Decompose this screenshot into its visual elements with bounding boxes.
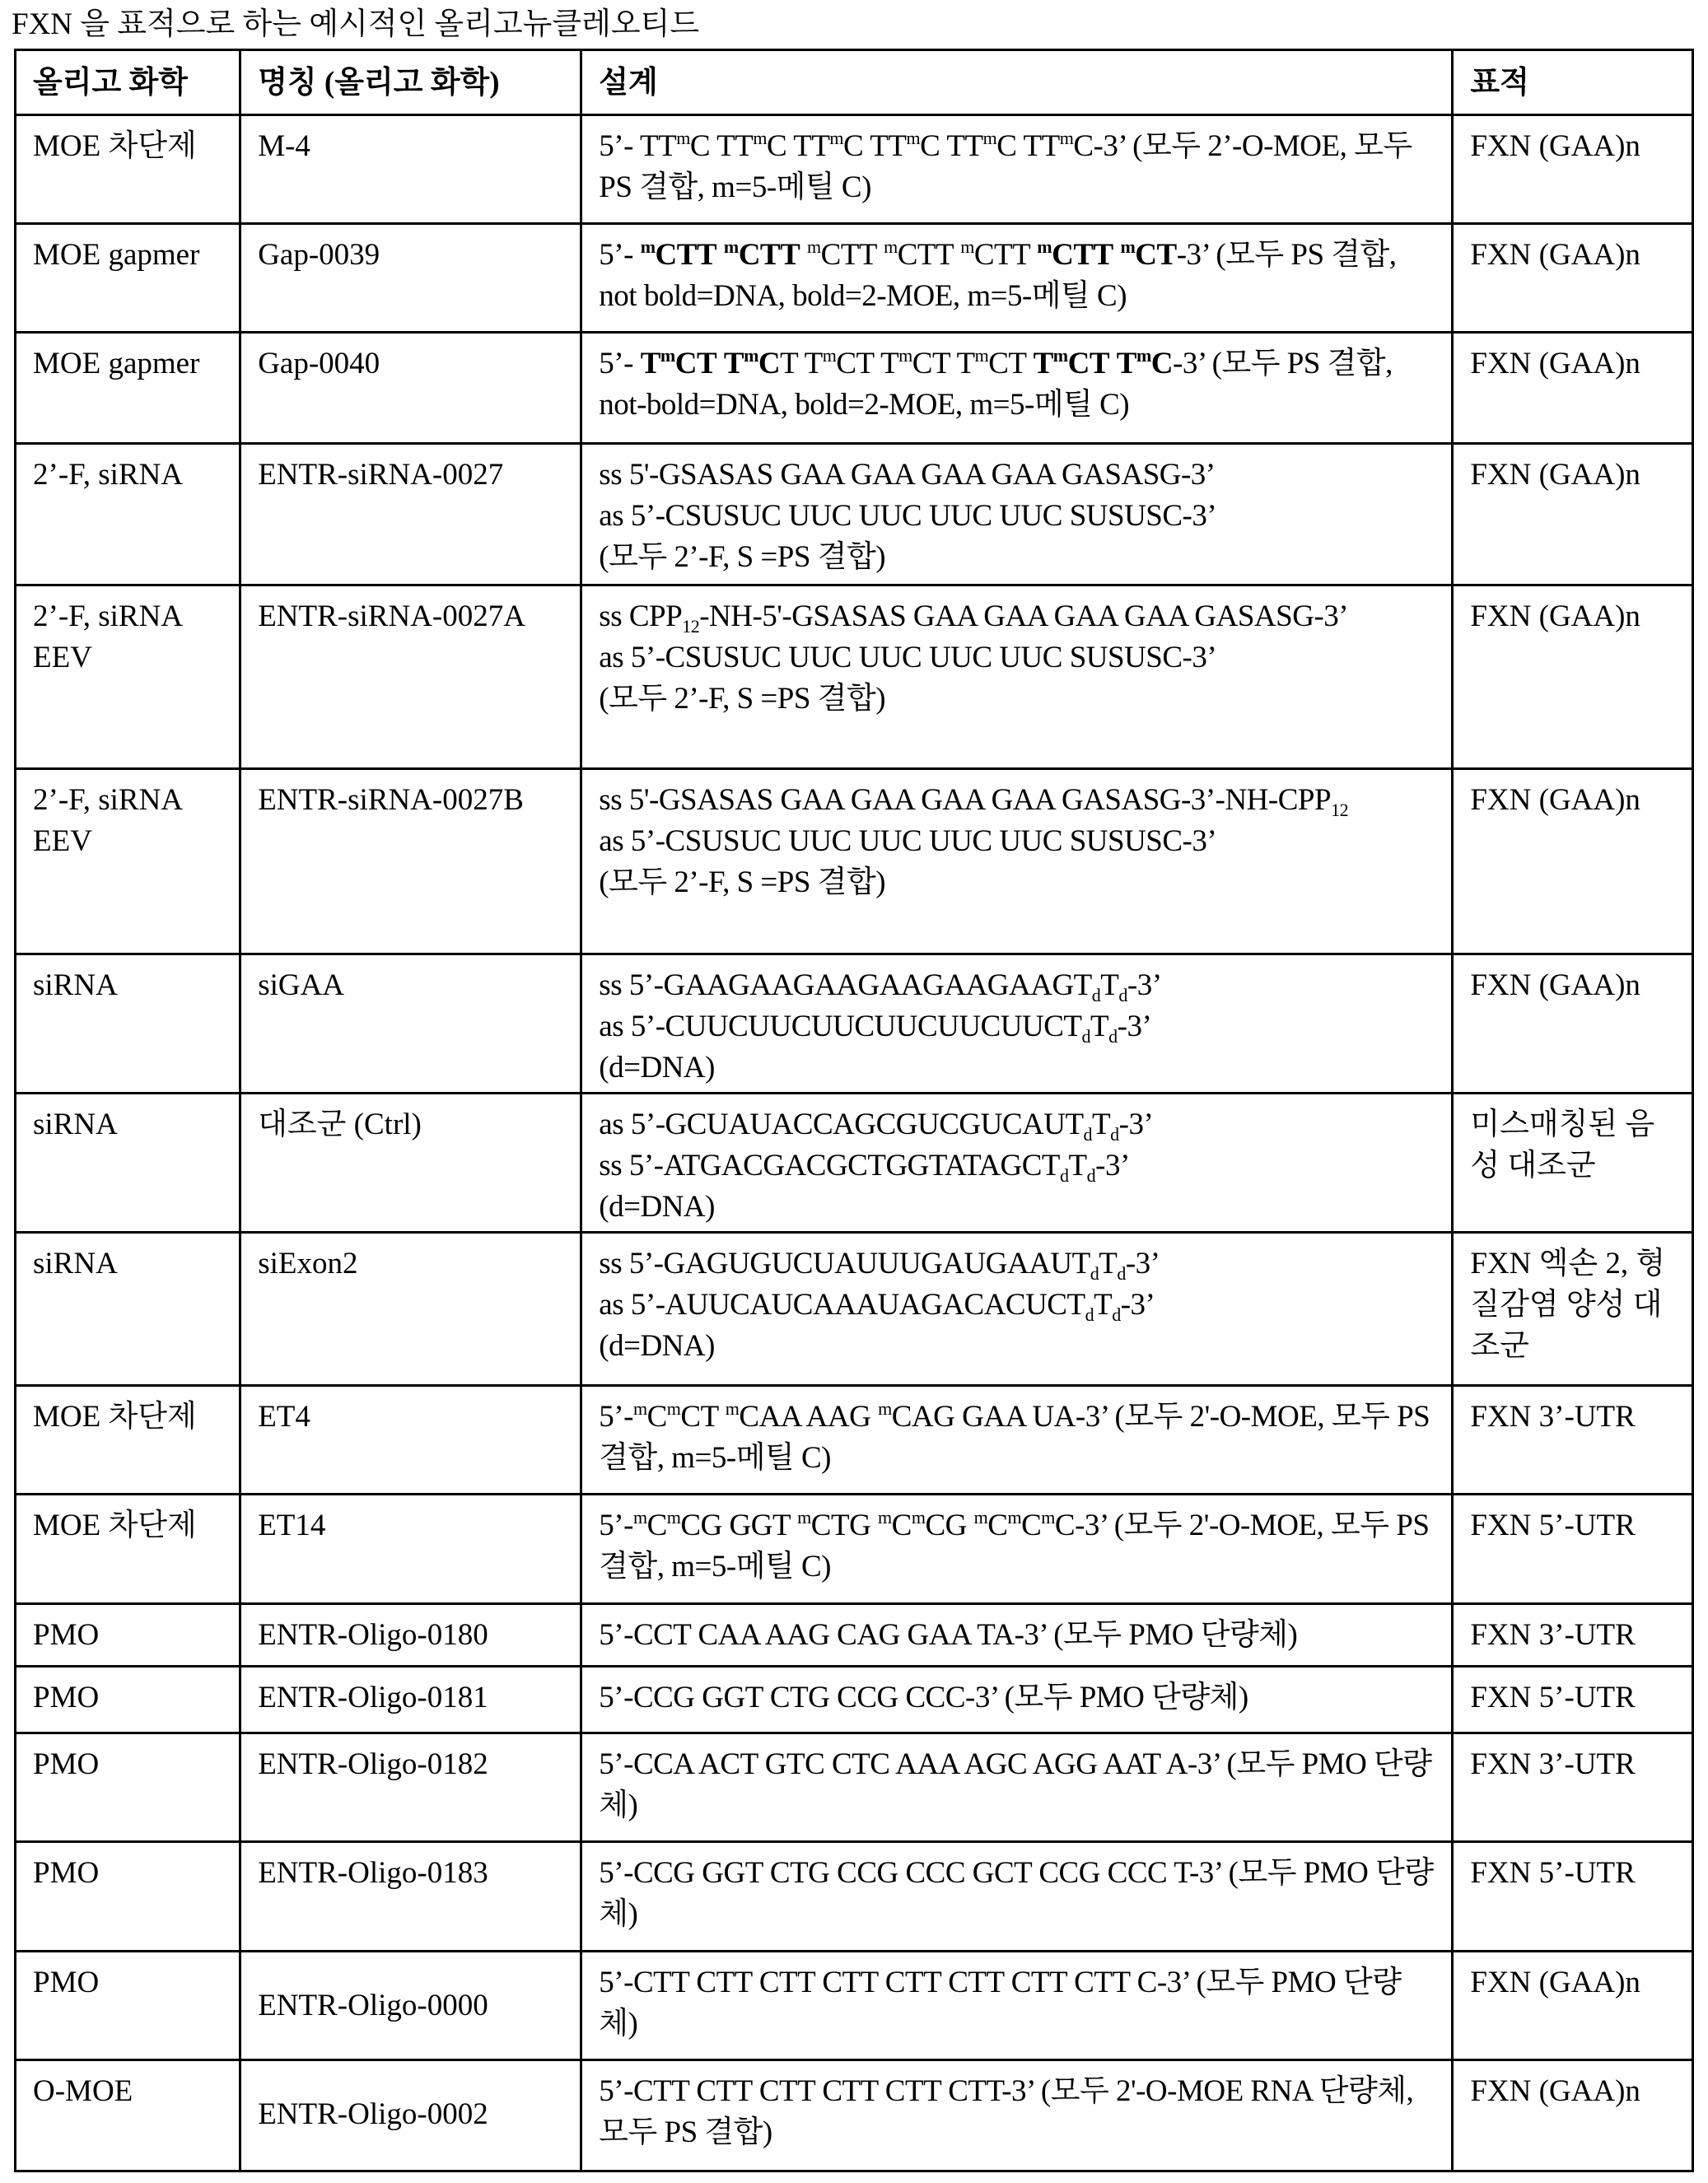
design-cell [581, 224, 1453, 333]
sequence-text: C [758, 347, 780, 380]
name-cell: ENTR-Oligo-0182 [240, 1733, 581, 1842]
methyl-superscript: m [676, 128, 690, 148]
subscript: d [1118, 985, 1127, 1005]
sequence-text: CAA AAG [739, 1400, 878, 1434]
sequence-text: CTT [1052, 238, 1113, 272]
sequence-text: 5’-CCG GGT CTG CCG CCC-3’ (모두 PMO 단량체) [599, 1681, 1248, 1714]
sequence-text: C [1021, 1509, 1041, 1542]
design-cell [581, 585, 1453, 769]
table-row [16, 1733, 1693, 1842]
sequence-text: -3’ [1121, 1288, 1155, 1322]
target-cell: FXN 3’-UTR [1453, 1604, 1693, 1667]
sequence-text: T [1090, 1010, 1108, 1043]
sequence-text: CTT [898, 238, 960, 272]
sequence-text: (d=DNA) [599, 1329, 715, 1363]
subscript: d [1087, 1165, 1096, 1186]
design-cell [581, 1604, 1453, 1667]
target-cell: FXN 5’-UTR [1453, 1842, 1693, 1952]
sequence-text: 5’-CCG GGT CTG CCG CCC GCT CCG CCC T-3’ (모두 PMO 단량체) [599, 1856, 1433, 1931]
target-cell: FXN (GAA)n [1453, 585, 1693, 769]
methyl-superscript: m [898, 345, 912, 366]
design-line [599, 1962, 1435, 2045]
sequence-text: T T [780, 347, 823, 380]
sequence-text: CT [680, 1400, 725, 1434]
table-row [16, 1604, 1693, 1667]
target-cell: FXN (GAA)n [1453, 1952, 1693, 2060]
sequence-text: C TT [843, 129, 906, 163]
sequence-text: 5’- TT [599, 129, 676, 163]
design-cell [581, 444, 1453, 585]
table-title: FXN 을 표적으로 하는 예시적인 올리고뉴클레오티드 [12, 5, 699, 44]
sequence-text: T [724, 347, 744, 380]
design-line [599, 596, 1435, 637]
design-line [599, 1285, 1435, 1326]
design-cell [581, 333, 1453, 444]
target-cell: 미스매칭된 음성 대조군 [1453, 1094, 1693, 1233]
sequence-text [1109, 347, 1117, 380]
methyl-superscript: m [753, 128, 767, 148]
design-line [599, 1006, 1435, 1047]
subscript: d [1112, 1304, 1121, 1325]
methyl-superscript: m [1037, 236, 1052, 257]
methyl-superscript: m [1120, 236, 1135, 257]
chemistry-cell: 2’-F, siRNA EEV [16, 585, 240, 769]
name-cell: ENTR-siRNA-0027B [240, 769, 581, 954]
design-line [599, 1397, 1435, 1479]
sequence-text: T [1100, 968, 1118, 1002]
sequence-text: T [1094, 1288, 1112, 1322]
sequence-text: ss 5’-ATGACGACGCTGGTATAGCT [599, 1149, 1060, 1182]
target-cell: FXN 5’-UTR [1453, 1667, 1693, 1733]
name-cell: Gap-0039 [240, 224, 581, 333]
header-row [16, 50, 1693, 115]
sequence-text: CTT [739, 238, 800, 272]
design-cell [581, 1094, 1453, 1233]
design-line [599, 965, 1435, 1006]
design-cell [581, 1667, 1453, 1733]
sequence-text: 5’-CCT CAA AAG CAG GAA TA-3’ (모두 PMO 단량체) [599, 1618, 1297, 1652]
sequence-text: C TT [767, 129, 829, 163]
sequence-text: -3’ [1118, 1010, 1152, 1043]
methyl-superscript: m [907, 128, 921, 148]
sequence-text: CT [1135, 238, 1176, 272]
sequence-text: T [641, 347, 660, 380]
name-cell: siGAA [240, 954, 581, 1094]
methyl-superscript: m [878, 1398, 892, 1419]
sequence-text: T [1117, 347, 1136, 380]
chemistry-cell: PMO [16, 1667, 240, 1733]
sequence-text [716, 347, 724, 380]
table-row [16, 585, 1693, 769]
target-cell: FXN (GAA)n [1453, 2060, 1693, 2171]
name-cell: Gap-0040 [240, 333, 581, 444]
sequence-text: 5’- [599, 1509, 633, 1542]
sequence-text: T [1099, 1247, 1117, 1280]
name-cell: ENTR-Oligo-0000 [240, 1952, 581, 2060]
design-line [599, 1243, 1435, 1285]
table-row [16, 1495, 1693, 1604]
sequence-text: (d=DNA) [599, 1051, 715, 1085]
target-cell: FXN (GAA)n [1453, 444, 1693, 585]
design-line [599, 126, 1435, 208]
chemistry-cell: MOE 차단제 [16, 1495, 240, 1604]
name-cell: M-4 [240, 115, 581, 224]
sequence-text: C [1151, 347, 1173, 380]
subscript: d [1082, 1026, 1091, 1047]
sequence-text: CT [675, 347, 716, 380]
design-line [599, 821, 1435, 862]
subscript: d [1092, 985, 1101, 1005]
sequence-text: ss 5’-GAAGAAGAAGAAGAAGAAGT [599, 968, 1091, 1002]
chemistry-cell: siRNA [16, 954, 240, 1094]
chemistry-cell: MOE gapmer [16, 224, 240, 333]
target-cell: FXN 3’-UTR [1453, 1386, 1693, 1495]
design-line [599, 1744, 1435, 1826]
header-target: 표적 [1453, 50, 1693, 115]
sequence-text: as 5’-CUUCUUCUUCUUCUUCUUCT [599, 1010, 1081, 1043]
chemistry-cell: PMO [16, 1952, 240, 2060]
design-line [599, 679, 1435, 720]
methyl-superscript: m [1007, 1507, 1021, 1528]
name-cell: ET14 [240, 1495, 581, 1604]
sequence-text: T [1069, 1149, 1087, 1182]
design-line [599, 235, 1435, 317]
sequence-text: -3’ [1119, 1108, 1154, 1141]
sequence-text: C [647, 1509, 667, 1542]
design-cell [581, 115, 1453, 224]
chemistry-cell: siRNA [16, 1094, 240, 1233]
table-row [16, 333, 1693, 444]
sequence-text: CG GGT [680, 1509, 797, 1542]
methyl-superscript: m [744, 345, 758, 366]
target-cell: FXN (GAA)n [1453, 954, 1693, 1094]
sequence-text: CTG [811, 1509, 878, 1542]
methyl-superscript: m [960, 236, 974, 257]
chemistry-cell: PMO [16, 1604, 240, 1667]
design-line [599, 1104, 1435, 1145]
chemistry-cell: MOE gapmer [16, 333, 240, 444]
sequence-text: CT T [836, 347, 898, 380]
methyl-superscript: m [829, 128, 843, 148]
target-cell: FXN 5’-UTR [1453, 1495, 1693, 1604]
target-cell: FXN (GAA)n [1453, 769, 1693, 954]
sequence-text: CT T [912, 347, 975, 380]
chemistry-cell: 2’-F, siRNA [16, 444, 240, 585]
design-line [599, 1615, 1435, 1656]
sequence-text: T [1092, 1108, 1110, 1141]
chemistry-cell: MOE 차단제 [16, 115, 240, 224]
sequence-text: C TT [996, 129, 1059, 163]
sequence-text: as 5’-AUUCAUCAAAUAGACACUCT [599, 1288, 1085, 1322]
methyl-superscript: m [1041, 1507, 1055, 1528]
sequence-text: 5’- [599, 238, 640, 272]
header-chemistry: 올리고 화학 [16, 50, 240, 115]
sequence-text: C TT [920, 129, 982, 163]
subscript: d [1110, 1124, 1119, 1145]
design-line [599, 496, 1435, 537]
design-line [599, 1326, 1435, 1367]
sequence-text: -3’ [1095, 1149, 1130, 1182]
sequence-text: as 5’-CSUSUC UUC UUC UUC UUC SUSUSC-3’ [599, 641, 1216, 674]
methyl-superscript: m [975, 345, 989, 366]
header-name: 명칭 (올리고 화학) [240, 50, 581, 115]
methyl-superscript: m [884, 236, 898, 257]
design-line [599, 455, 1435, 496]
sequence-text: CG [925, 1509, 973, 1542]
sequence-text: -3’ (모두 PS 결합, not bold=DNA, bold=2-MOE, m=5-메틸 C) [599, 238, 1396, 313]
table-row [16, 2060, 1693, 2171]
subscript: d [1060, 1165, 1069, 1186]
design-line [599, 1047, 1435, 1089]
table-row [16, 115, 1693, 224]
sequence-text: (d=DNA) [599, 1190, 715, 1224]
design-cell [581, 954, 1453, 1094]
table-row [16, 954, 1693, 1094]
methyl-superscript: m [660, 345, 675, 366]
sequence-text: C-3’ (모두 2’-O-MOE, 모두 PS 결합, m=5-메틸 C) [599, 129, 1412, 204]
sequence-text: -NH-5'-GSASAS GAA GAA GAA GAA GASASG-3’ [699, 599, 1348, 633]
subscript: d [1090, 1263, 1099, 1284]
name-cell: ENTR-siRNA-0027A [240, 585, 581, 769]
design-line [599, 1505, 1435, 1588]
chemistry-cell: PMO [16, 1842, 240, 1952]
design-line [599, 1677, 1435, 1719]
sequence-text: CTT [821, 238, 884, 272]
sequence-text: C TT [690, 129, 753, 163]
sequence-text: C-3’ (모두 2'-O-MOE, 모두 PS 결합, m=5-메틸 C) [599, 1509, 1429, 1584]
target-cell: FXN (GAA)n [1453, 224, 1693, 333]
sequence-text: 5’-CTT CTT CTT CTT CTT CTT-3’ (모두 2'-O-MOE RNA 단량체, 모두 PS 결합) [599, 2074, 1413, 2149]
sequence-text: CTT [974, 238, 1037, 272]
sequence-text: CT [988, 347, 1033, 380]
sequence-text: C [892, 1509, 912, 1542]
name-cell: ENTR-Oligo-0181 [240, 1667, 581, 1733]
header-design: 설계 [581, 50, 1453, 115]
design-cell [581, 1233, 1453, 1386]
name-cell: 대조군 (Ctrl) [240, 1094, 581, 1233]
table-row [16, 1842, 1693, 1952]
sequence-text: (모두 2’-F, S =PS 결합) [599, 540, 885, 574]
sequence-text: 5’-CCA ACT GTC CTC AAA AGC AGG AAT A-3’ (모두 PMO 단량체) [599, 1747, 1431, 1822]
methyl-superscript: m [641, 236, 656, 257]
subscript: d [1108, 1026, 1118, 1047]
sequence-text [716, 238, 724, 272]
methyl-superscript: m [667, 1507, 681, 1528]
sequence-text: 5’- [599, 347, 640, 380]
design-line [599, 1853, 1435, 1935]
sequence-text: CT [1068, 347, 1109, 380]
table-row [16, 1386, 1693, 1495]
sequence-text: as 5’-GCUAUACCAGCGUCGUCAUT [599, 1108, 1083, 1141]
table-row [16, 1952, 1693, 2060]
sequence-text: 5’- [599, 1400, 633, 1434]
design-line [599, 780, 1435, 821]
sequence-text: ss 5’-GAGUGUCUAUUUGAUGAAUT [599, 1247, 1090, 1280]
name-cell: ENTR-siRNA-0027 [240, 444, 581, 585]
sequence-text: as 5’-CSUSUC UUC UUC UUC UUC SUSUSC-3’ [599, 499, 1216, 533]
chemistry-cell: PMO [16, 1733, 240, 1842]
subscript: 12 [682, 616, 699, 637]
name-cell: siExon2 [240, 1233, 581, 1386]
sequence-text: C [987, 1509, 1007, 1542]
methyl-superscript: m [667, 1398, 681, 1419]
sequence-text: (모두 2’-F, S =PS 결합) [599, 682, 885, 716]
subscript: d [1084, 1124, 1093, 1145]
methyl-superscript: m [1060, 128, 1074, 148]
chemistry-cell: 2’-F, siRNA EEV [16, 769, 240, 954]
subscript: 12 [1331, 800, 1348, 820]
subscript: d [1117, 1263, 1126, 1284]
methyl-superscript: m [878, 1507, 892, 1528]
sequence-text: ss CPP [599, 599, 682, 633]
sequence-text: CAG GAA UA-3’ (모두 2'-O-MOE, 모두 PS 결합, m=5-메틸 C) [599, 1400, 1430, 1475]
table-row [16, 444, 1693, 585]
methyl-superscript: m [1136, 345, 1151, 366]
methyl-superscript: m [633, 1507, 647, 1528]
chemistry-cell: MOE 차단제 [16, 1386, 240, 1495]
methyl-superscript: m [983, 128, 997, 148]
chemistry-cell: siRNA [16, 1233, 240, 1386]
design-line [599, 2071, 1435, 2153]
design-cell [581, 1733, 1453, 1842]
design-cell [581, 1386, 1453, 1495]
sequence-text: T [1034, 347, 1053, 380]
sequence-text: -3’ [1126, 1247, 1160, 1280]
target-cell: FXN (GAA)n [1453, 333, 1693, 444]
design-line [599, 862, 1435, 903]
methyl-superscript: m [974, 1507, 988, 1528]
design-cell [581, 1495, 1453, 1604]
methyl-superscript: m [726, 1398, 740, 1419]
oligonucleotide-table [14, 49, 1694, 2172]
sequence-text: (모두 2’-F, S =PS 결합) [599, 865, 885, 899]
methyl-superscript: m [912, 1507, 926, 1528]
design-cell [581, 2060, 1453, 2171]
sequence-text: C [647, 1400, 667, 1434]
table-row [16, 1094, 1693, 1233]
name-cell: ENTR-Oligo-0183 [240, 1842, 581, 1952]
design-cell [581, 769, 1453, 954]
design-line [599, 537, 1435, 578]
sequence-text: 5’-CTT CTT CTT CTT CTT CTT CTT CTT C-3’ (모두 PMO 단량체) [599, 1966, 1401, 2041]
target-cell: FXN (GAA)n [1453, 115, 1693, 224]
name-cell: ENTR-Oligo-0180 [240, 1604, 581, 1667]
design-line [599, 1145, 1435, 1187]
design-cell [581, 1842, 1453, 1952]
methyl-superscript: m [797, 1507, 811, 1528]
design-line [599, 343, 1435, 426]
table-row [16, 224, 1693, 333]
methyl-superscript: m [1053, 345, 1068, 366]
methyl-superscript: m [633, 1398, 647, 1419]
chemistry-cell: O-MOE [16, 2060, 240, 2171]
target-cell: FXN 엑손 2, 형질감염 양성 대조군 [1453, 1233, 1693, 1386]
name-cell: ET4 [240, 1386, 581, 1495]
sequence-text: CTT [656, 238, 717, 272]
methyl-superscript: m [823, 345, 837, 366]
sequence-text: ss 5'-GSASAS GAA GAA GAA GAA GASASG-3’-NH-CPP [599, 783, 1331, 817]
table-row [16, 769, 1693, 954]
sequence-text: -3’ [1127, 968, 1162, 1002]
methyl-superscript: m [724, 236, 739, 257]
sequence-text: -3’ (모두 PS 결합, not-bold=DNA, bold=2-MOE, m=5-메틸 C) [599, 347, 1393, 422]
sequence-text [800, 238, 807, 272]
subscript: d [1085, 1304, 1094, 1325]
name-cell: ENTR-Oligo-0002 [240, 2060, 581, 2171]
table-row [16, 1667, 1693, 1733]
table-row [16, 1233, 1693, 1386]
target-cell: FXN 3’-UTR [1453, 1733, 1693, 1842]
design-cell [581, 1952, 1453, 2060]
design-line [599, 1187, 1435, 1228]
methyl-superscript: m [807, 236, 821, 257]
design-line [599, 637, 1435, 679]
sequence-text: as 5’-CSUSUC UUC UUC UUC UUC SUSUSC-3’ [599, 824, 1216, 858]
sequence-text: ss 5'-GSASAS GAA GAA GAA GAA GASASG-3’ [599, 458, 1215, 492]
